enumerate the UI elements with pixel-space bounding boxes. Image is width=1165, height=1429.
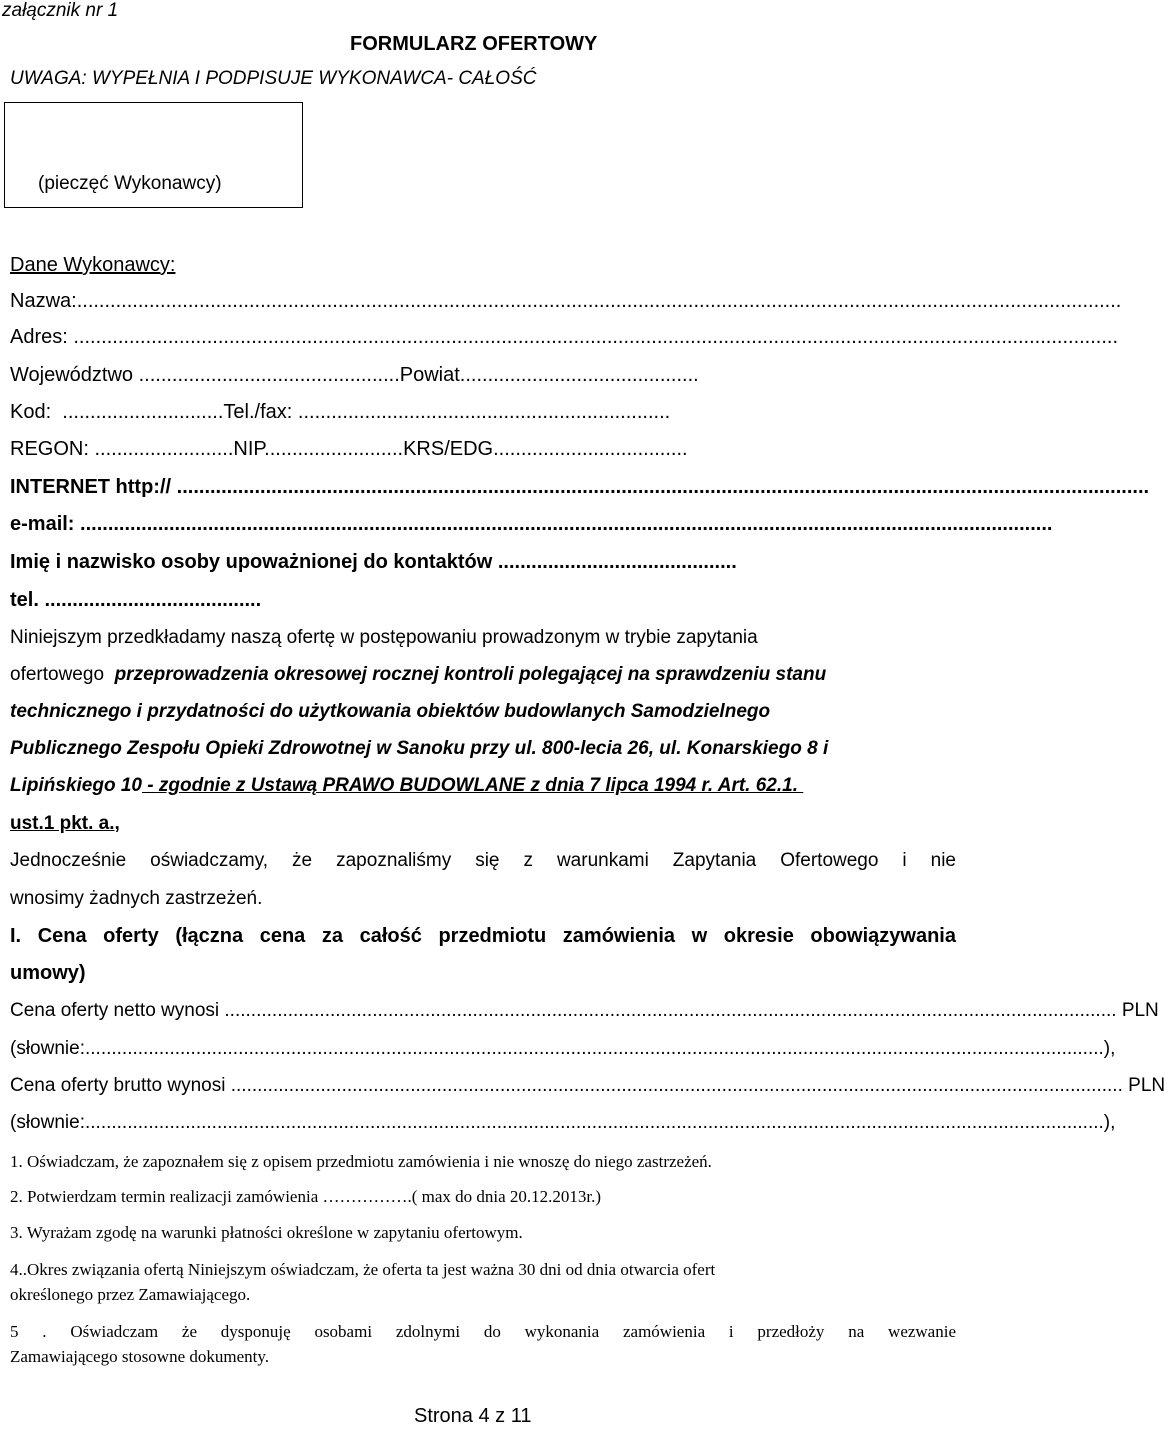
statement-3: 3. Wyrażam zgodę na warunki płatności określone w zapytaniu ofertowym.	[10, 1223, 523, 1242]
regon-label: REGON:	[10, 438, 89, 460]
contact-person-row[interactable]: Imię i nazwisko osoby upoważnionej do kontaktów ...........................................	[10, 551, 737, 573]
declaration-line2: wnosimy żadnych zastrzeżeń.	[10, 888, 263, 909]
net-words-label: (słownie:	[10, 1038, 85, 1059]
net-words-end: ),	[1103, 1038, 1116, 1059]
name-label: Nazwa	[10, 290, 72, 312]
net-words-field[interactable]	[10, 1038, 1116, 1060]
price-heading-line1: I. Cena oferty (łączna cena za całość przedmiotu zamówienia w okresie obowiązywania	[10, 925, 956, 947]
address-label: Adres	[10, 326, 63, 348]
contact-label: Imię i nazwisko osoby upoważnionej do kontaktów	[10, 551, 493, 573]
fill-notice: UWAGA: WYPEŁNIA I PODPISUJE WYKONAWCA- CAŁOŚĆ	[10, 68, 537, 89]
gross-price-dots: .........................................................................................................................................................................	[230, 1075, 1123, 1096]
statement-5-line1: 5 . Oświadczam że dysponuję osobami zdolnymi do wykonania zamówienia i przedłoży na wezwanie	[10, 1322, 956, 1341]
price-heading-line2: umowy)	[10, 962, 86, 984]
annex-label: załącznik nr 1	[2, 0, 119, 21]
gross-words-label: (słownie:	[10, 1112, 85, 1133]
gross-words-dots: .................................................................................................................................................................................................	[84, 1112, 1104, 1133]
email-label: e-mail:	[10, 513, 75, 535]
statement-2: 2. Potwierdzam termin realizacji zamówienia …………….( max do dnia 20.12.2013r.)	[10, 1187, 602, 1206]
net-price-field[interactable]	[10, 1000, 1159, 1022]
address-dots: ............................................................................................................................................................................................	[73, 326, 1119, 348]
subject-line3: Publicznego Zespołu Opieki Zdrowotnej w Sanoku przy ul. 800-lecia 26, ul. Konarskiego 8 i	[10, 738, 829, 759]
gross-price-field[interactable]	[10, 1075, 1165, 1097]
gross-words-field[interactable]	[10, 1112, 1116, 1134]
address-field[interactable]: Adres : ............................................................................................................................................................................................	[10, 326, 1119, 348]
name-field[interactable]: Nazwa : ............................................................................................................................................................................................	[10, 290, 1122, 312]
name-dots: ............................................................................................................................................................................................	[76, 290, 1122, 312]
district-label: Powiat	[399, 364, 460, 386]
email-field[interactable]	[10, 513, 1053, 536]
internet-label: INTERNET http://	[10, 476, 172, 498]
contractor-stamp-box	[4, 102, 303, 208]
gross-currency: PLN	[1128, 1075, 1165, 1096]
net-currency: PLN	[1121, 1000, 1159, 1021]
subject-line2: technicznego i przydatności do użytkowania obiektów budowlanych Samodzielnego	[10, 701, 771, 722]
gross-words-end: ),	[1103, 1112, 1116, 1133]
net-price-label: Cena oferty netto wynosi	[10, 1000, 220, 1021]
net-words-dots: .................................................................................................................................................................................................	[84, 1038, 1104, 1059]
krs-label: KRS/EDG	[403, 438, 494, 460]
voivodeship-row[interactable]: Województwo ...............................................Powiat...........................................	[10, 364, 699, 386]
tel-row[interactable]: tel. .......................................	[10, 589, 262, 611]
statement-5-line2: Zamawiającego stosowne dokumenty.	[10, 1347, 270, 1366]
subject-line4c: zgodnie z Ustawą PRAWO BUDOWLANE z dnia 7 lipca 1994 r. Art. 62.1.	[158, 775, 798, 796]
email-dots: ...............................................................................................................................................................................	[80, 513, 1053, 535]
subject-line4a: Lipińskiego 10	[10, 775, 142, 796]
nip-label: NIP	[233, 438, 265, 460]
subject-line1: przeprowadzenia okresowej rocznej kontroli polegającej na sprawdzeniu stanu	[114, 664, 827, 685]
subject-line5: ust.1 pkt. a.,	[10, 813, 120, 834]
postcode-row[interactable]: Kod: .............................Tel./fax: ...................................................................	[10, 401, 671, 423]
stamp-caption: (pieczęć Wykonawcy)	[38, 173, 222, 194]
phonefax-label: Tel./fax:	[223, 401, 293, 423]
internet-field[interactable]	[10, 476, 1150, 499]
offer-intro: Niniejszym przedkładamy naszą ofertę w postępowaniu prowadzonym w trybie zapytania	[10, 627, 758, 648]
declaration-line1: Jednocześnie oświadczamy, że zapoznaliśmy się z warunkami Zapytania Ofertowego i nie	[10, 850, 956, 871]
statement-1: 1. Oświadczam, że zapoznałem się z opisem przedmiotu zamówienia i nie wnoszę do niego zastrzeżeń.	[10, 1152, 712, 1171]
net-price-dots: .........................................................................................................................................................................	[224, 1000, 1117, 1021]
offer-intro-cont: ofertowego	[10, 664, 105, 685]
registry-row[interactable]: REGON: .........................NIP.........................KRS/EDG...................................	[10, 438, 688, 460]
form-title: FORMULARZ OFERTOWY	[350, 33, 598, 55]
subject-line4	[10, 775, 803, 797]
statement-4-line2: określonego przez Zamawiającego.	[10, 1285, 251, 1304]
statement-4-line1: 4..Okres związania ofertą Niniejszym oświadczam, że oferta ta jest ważna 30 dni od dnia otwarcia ofert	[10, 1260, 716, 1279]
internet-dots: ...............................................................................................................................................................................	[176, 476, 1150, 498]
contractor-heading: Dane Wykonawcy:	[10, 254, 176, 276]
page-number: Strona 4 z 11	[414, 1405, 532, 1427]
voivodeship-label: Województwo	[10, 364, 134, 386]
offer-subject-first-line	[10, 664, 956, 686]
subject-line4b: -	[141, 775, 159, 796]
tel-label: tel.	[10, 589, 39, 611]
postcode-label: Kod:	[10, 401, 52, 423]
gross-price-label: Cena oferty brutto wynosi	[10, 1075, 226, 1096]
